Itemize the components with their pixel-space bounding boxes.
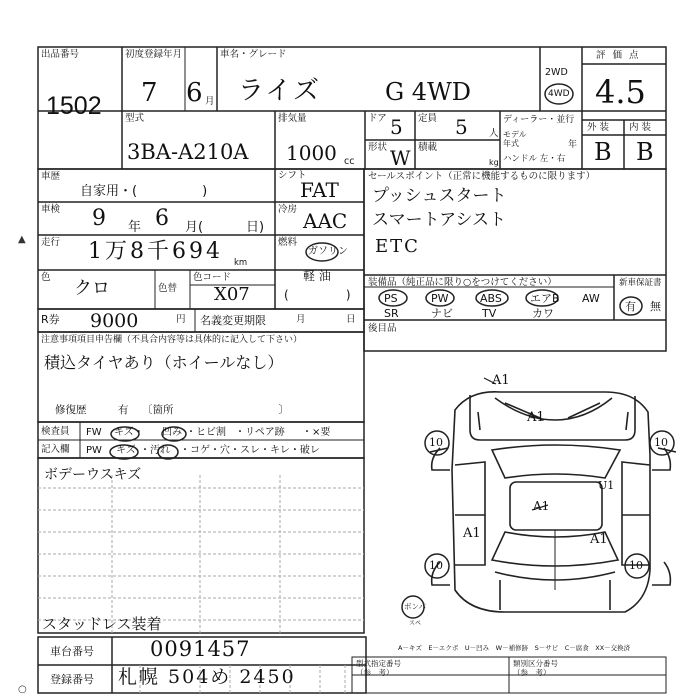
sales-item-3: ETC	[375, 236, 420, 257]
footer-left-label: 型式指定番号 （参 考）	[356, 659, 401, 677]
mark-a1-roof: A1	[533, 499, 550, 513]
svg-text:○: ○	[18, 684, 27, 695]
chassis-label: 車台番号	[50, 645, 94, 658]
handle-label: ハンドル 左・右	[503, 154, 566, 164]
inspector-crack: ・ヒビ割	[186, 427, 226, 438]
warranty-label: 新車保証書	[619, 278, 662, 288]
equip-airbag: エアB	[530, 292, 560, 305]
fuel-bracket: ( )	[284, 288, 351, 302]
inspector-pw: PW	[86, 445, 102, 456]
equipment-label: 装備品（純正品に限り○をつけてください）	[368, 277, 557, 288]
mark-wheel-fr: 10	[654, 436, 668, 449]
history-value: 自家用・( )	[80, 184, 208, 199]
doors-label: ドア	[368, 113, 387, 124]
car-name: ライズ	[238, 76, 321, 106]
mileage-label: 走行	[41, 237, 61, 248]
equip-navi: ナビ	[431, 307, 453, 320]
drive-2wd-label: 2WD	[545, 67, 568, 78]
inspector-scratch-2: キズ	[116, 445, 136, 456]
color-value: クロ	[74, 278, 110, 299]
fuel-value: ガソリン	[308, 246, 348, 257]
capacity-unit: 人	[489, 128, 499, 139]
fuel-alt: 軽 油	[303, 269, 331, 283]
model-label: 型式	[125, 113, 145, 124]
shape-label: 形状	[368, 142, 388, 153]
drive-4wd-label: 4WD	[548, 89, 570, 99]
capacity-label: 定員	[418, 113, 438, 124]
mark-a1-right: A1	[590, 532, 608, 547]
inspection-day-unit: 日)	[246, 220, 265, 235]
shift-value: FAT	[300, 178, 339, 202]
chassis-value: 0091457	[150, 637, 251, 661]
color-code-value: X07	[214, 284, 250, 305]
lot-label: 出品番号	[41, 49, 80, 60]
reg-value: 札幌 504め 2450	[118, 666, 296, 688]
recycle-value: 9000	[90, 310, 139, 332]
mileage-unit: km	[234, 258, 248, 268]
lot-number: 1502	[46, 92, 102, 120]
expiry-month-unit: 月	[296, 314, 306, 325]
mark-a1-left: A1	[463, 526, 481, 541]
interior-value: B	[636, 138, 654, 166]
inspector-repair-mark: ・リペア跡	[235, 427, 285, 438]
inspector-scratch: キズ・	[114, 427, 144, 438]
doors-value: 5	[390, 115, 403, 139]
equip-abs: ABS	[480, 292, 502, 305]
inspector-need: ・×要	[302, 427, 331, 438]
inspection-year: 9	[92, 206, 106, 231]
inspection-month-unit: 月(	[185, 220, 204, 235]
equip-aw: AW	[582, 292, 600, 305]
displacement-unit: cc	[344, 156, 355, 167]
repair-has: 有	[118, 404, 129, 416]
expiry-day-unit: 日	[346, 314, 356, 325]
mark-wheel-rr: 10	[629, 559, 643, 572]
score-label: 評 価 点	[596, 50, 641, 61]
capacity-value: 5	[455, 115, 468, 139]
footer-right-label: 類別区分番号 （参 考）	[513, 659, 558, 677]
ac-value: AAC	[303, 209, 348, 233]
inspector-dirt: ・汚れ	[140, 445, 170, 456]
mark-wheel-rl: 10	[429, 559, 443, 572]
car-name-label: 車名・グレード	[220, 49, 287, 60]
inspection-label: 車検	[41, 204, 61, 215]
svg-text:▲: ▲	[18, 234, 26, 245]
ac-label: 冷房	[278, 204, 298, 215]
rear-seat-label: 後目品	[368, 323, 397, 334]
warranty-no: 無	[650, 300, 661, 313]
body-note: ボデーウスキズ	[44, 467, 142, 483]
recycle-unit: 円	[176, 314, 186, 325]
mark-bumper-sub: スペ	[409, 620, 422, 627]
car-grade: G 4WD	[385, 78, 471, 106]
exterior-value: B	[594, 138, 612, 166]
sales-label: セールスポイント（正常に機能するものに限ります）	[368, 171, 596, 182]
model-value: 3BA-A210A	[127, 140, 249, 164]
mark-a1-bonnet: A1	[527, 410, 545, 425]
inspector-dent: 凹み	[162, 427, 182, 438]
displacement-label: 排気量	[278, 113, 307, 124]
studless-note: スタッドレス装着	[42, 615, 162, 633]
equip-leather: カワ	[532, 307, 554, 320]
mark-bumper: ボンパ	[404, 602, 426, 611]
shape-value: W	[390, 146, 411, 170]
color-change-label: 色替	[158, 283, 178, 294]
inspection-year-unit: 年	[128, 220, 142, 235]
inspector-other: ・コゲ・穴・スレ・キレ・破レ	[180, 445, 320, 456]
exterior-label: 外 装	[587, 122, 610, 133]
equip-tv: TV	[482, 307, 497, 320]
car-diagram	[430, 392, 676, 612]
mark-u1: U1	[598, 479, 615, 492]
color-label: 色	[41, 272, 51, 283]
damage-legend: A－キズ E－エクボ U－凹み W－補修跡 S－サビ C－腐食 XX－交換済	[398, 644, 631, 652]
inspector-label: 検査員	[41, 426, 70, 437]
first-reg-month-unit: 月	[205, 96, 215, 107]
recycle-label: R券	[41, 313, 60, 326]
model-year-label: モデル 年式	[503, 130, 527, 148]
notes-value: 積込タイヤあり（ホイールなし）	[44, 353, 284, 372]
entry-label: 記入欄	[41, 444, 70, 455]
first-reg-label: 初度登録年月	[125, 49, 183, 60]
color-code-label: 色コード	[193, 272, 232, 283]
equip-ps: PS	[384, 292, 398, 305]
mileage-value: 1万8千694	[88, 239, 223, 264]
dealer-label: ディーラー・並行	[503, 115, 575, 125]
inspection-month: 6	[155, 206, 169, 231]
displacement-value: 1000	[286, 141, 337, 165]
first-reg-month: 6	[186, 78, 203, 108]
interior-label: 内 装	[629, 122, 652, 133]
mark-a1-top: A1	[492, 373, 510, 388]
year-unit: 年	[568, 140, 578, 150]
repair-area: 〔箇所 〕	[142, 404, 289, 416]
fuel-label: 燃料	[278, 237, 298, 248]
mark-wheel-fl: 10	[429, 436, 443, 449]
expiry-label: 名義変更期限	[200, 314, 266, 327]
equip-pw: PW	[431, 292, 449, 305]
first-reg-year: 7	[141, 78, 158, 108]
load-label: 積載	[418, 142, 438, 153]
load-unit: kg	[489, 158, 499, 167]
equip-sr: SR	[384, 307, 399, 320]
reg-label: 登録番号	[50, 673, 94, 686]
sales-item-1: プッシュスタート	[372, 186, 507, 206]
repair-label: 修復歴	[55, 404, 87, 416]
notes-label: 注意事項項目申告欄（不具合内容等は具体的に記入して下さい）	[41, 335, 303, 345]
history-label: 車歴	[41, 171, 61, 182]
score-value: 4.5	[595, 73, 646, 111]
sales-item-2: スマートアシスト	[372, 210, 506, 230]
inspector-fw: FW	[86, 427, 102, 438]
shift-label: シフト	[278, 170, 307, 181]
warranty-yes: 有	[625, 300, 636, 313]
